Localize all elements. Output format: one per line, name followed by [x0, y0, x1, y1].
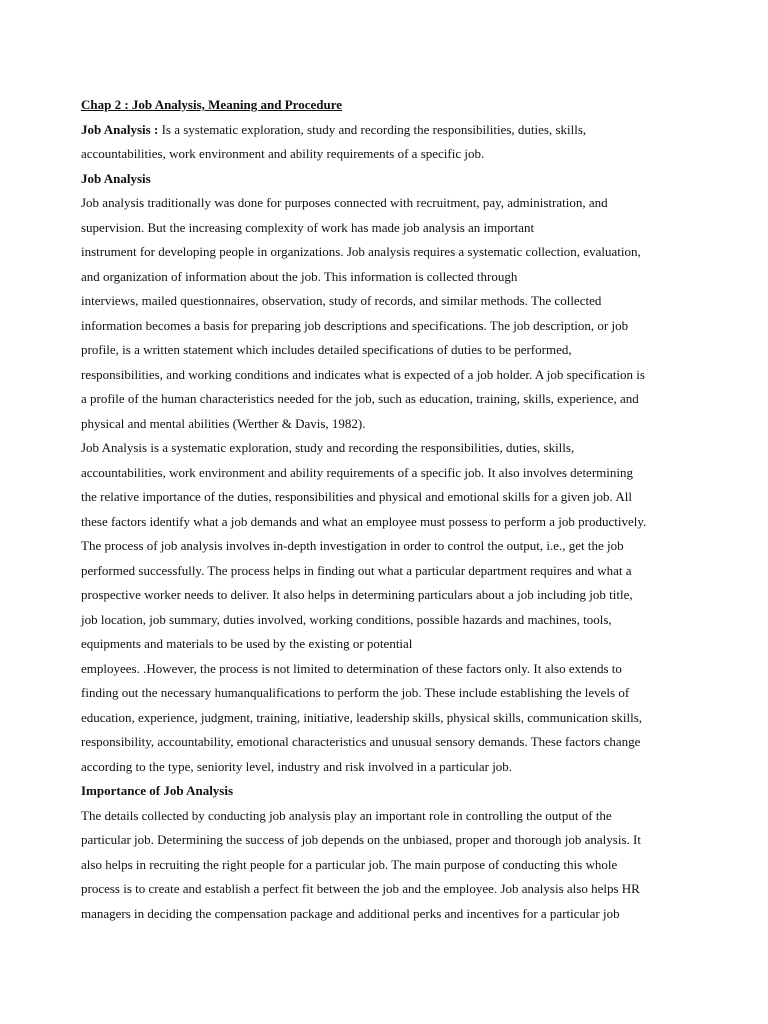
paragraph-line: interviews, mailed questionnaires, observation, study of records, and similar methods. The collected [81, 293, 602, 308]
paragraph-line: physical and mental abilities (Werther & Davis, 1982). [81, 415, 366, 431]
paragraph-line: The details collected by conducting job analysis play an important role in controlling the output of the [81, 807, 612, 823]
paragraph-line: finding out the necessary humanqualifications to perform the job. These include establishing the levels of [81, 685, 630, 700]
paragraph-line: the relative importance of the duties, responsibilities and physical and emotional skills for a given job. All [81, 489, 632, 504]
paragraph-line: managers in deciding the compensation package and additional perks and incentives for a particular job [81, 905, 620, 921]
document-page [81, 93, 687, 926]
paragraph-line: Job analysis traditionally was done for purposes connected with recruitment, pay, administration, and [81, 195, 608, 210]
definition-line: accountabilities, work environment and ability requirements of a specific job. [81, 146, 485, 161]
paragraph-line: job location, job summary, duties involved, working conditions, possible hazards and machines, tools, [81, 611, 612, 627]
paragraph-line: supervision. But the increasing complexity of work has made job analysis an important [81, 219, 535, 235]
paragraph-line: a profile of the human characteristics needed for the job, such as education, training, skills, experience, and [81, 391, 639, 406]
paragraph-line: responsibility, accountability, emotional characteristics and unusual sensory demands. These factors change [81, 734, 641, 749]
paragraph-line: these factors identify what a job demands and what an employee must possess to perform a job productively. [81, 513, 647, 529]
chapter-title: Chap 2 : Job Analysis, Meaning and Procedure [81, 97, 343, 112]
section-body-importance [81, 804, 687, 927]
paragraph-line: information becomes a basis for preparing job descriptions and specifications. The job description, or job [81, 317, 629, 333]
paragraph-line: according to the type, seniority level, industry and risk involved in a particular job. [81, 758, 513, 774]
paragraph-line: profile, is a written statement which includes detailed specifications of duties to be performed, [81, 342, 572, 357]
paragraph-line: also helps in recruiting the right people for a particular job. The main purpose of conducting this whole [81, 856, 618, 872]
section-heading-job-analysis: Job Analysis [81, 170, 151, 186]
definition-line [81, 118, 687, 143]
paragraph-line: The process of job analysis involves in-depth investigation in order to control the output, i.e., get the job [81, 538, 624, 553]
paragraph-line: and organization of information about the job. This information is collected through [81, 268, 518, 284]
paragraph-line: prospective worker needs to deliver. It also helps in determining particulars about a job including job title, [81, 587, 633, 602]
paragraph-line: equipments and materials to be used by the existing or potential [81, 636, 413, 651]
paragraph-line: Job Analysis is a systematic exploration, study and recording the responsibilities, duties, skills, [81, 440, 575, 455]
paragraph-line: employees. .However, the process is not limited to determination of these factors only. It also extends to [81, 660, 622, 676]
paragraph-line: responsibilities, and working conditions and indicates what is expected of a job holder. A job specification is [81, 366, 645, 382]
definition-text: Is a systematic exploration, study and recording the responsibilities, duties, skills, [158, 121, 587, 137]
paragraph-line: process is to create and establish a perfect fit between the job and the employee. Job analysis also helps HR [81, 881, 640, 896]
definition-term: Job Analysis : [81, 121, 159, 137]
section-body-job-analysis [81, 191, 687, 779]
section-heading-importance: Importance of Job Analysis [81, 783, 234, 798]
paragraph-line: accountabilities, work environment and ability requirements of a specific job. It also involves determining [81, 464, 633, 480]
paragraph-line: instrument for developing people in organizations. Job analysis requires a systematic collection, evaluation, [81, 244, 641, 259]
paragraph-line: performed successfully. The process helps in finding out what a particular department requires and what a [81, 562, 632, 578]
paragraph-line: particular job. Determining the success of job depends on the unbiased, proper and thorough job analysis. It [81, 832, 641, 847]
paragraph-line: education, experience, judgment, training, initiative, leadership skills, physical skills, communication skills, [81, 709, 643, 725]
